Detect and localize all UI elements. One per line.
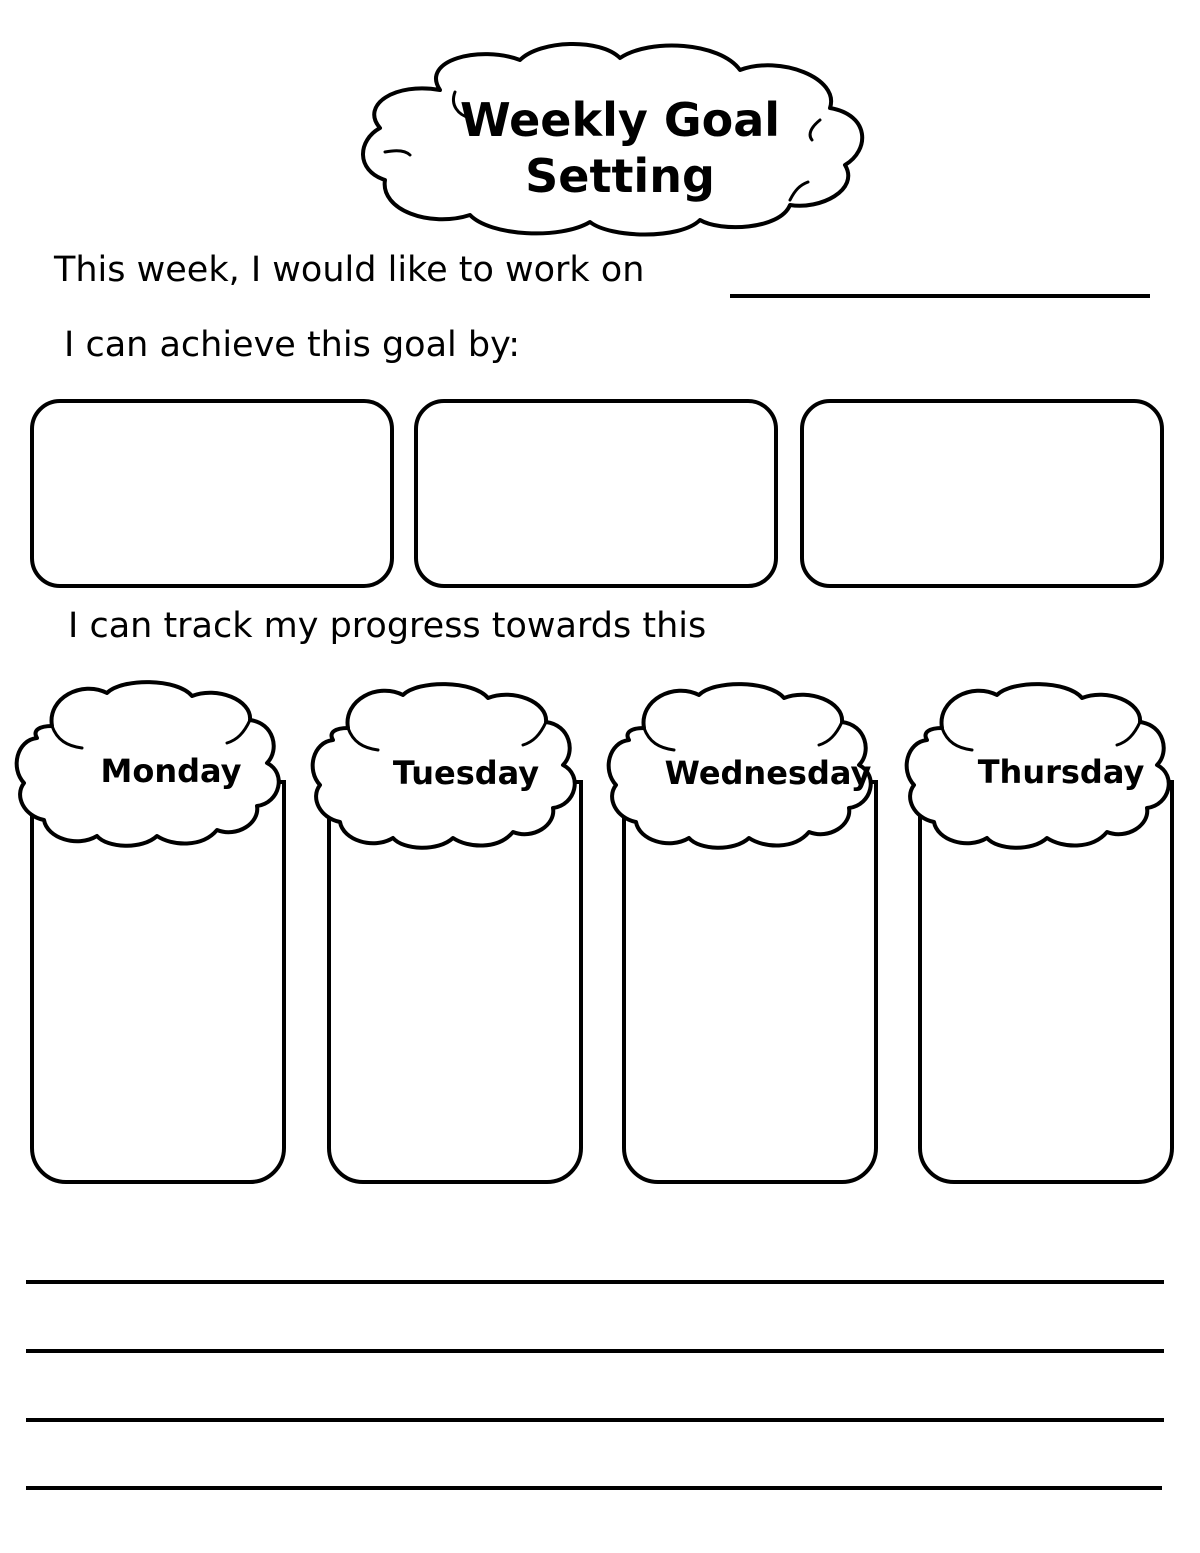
work-on-prompt: This week, I would like to work on bbox=[54, 250, 645, 290]
page-title: Weekly Goal Setting bbox=[459, 93, 781, 203]
achieve-prompt: I can achieve this goal by: bbox=[64, 325, 521, 365]
day-label-tuesday: Tuesday bbox=[392, 754, 540, 792]
writing-line-2[interactable] bbox=[26, 1349, 1164, 1353]
writing-line-3[interactable] bbox=[26, 1418, 1164, 1422]
track-prompt: I can track my progress towards this bbox=[68, 606, 707, 646]
day-label-monday: Monday bbox=[100, 752, 242, 790]
day-label-thursday: Thursday bbox=[977, 753, 1145, 791]
writing-line-1[interactable] bbox=[26, 1280, 1164, 1284]
day-label-wednesday: Wednesday bbox=[664, 754, 872, 792]
writing-line-4[interactable] bbox=[26, 1486, 1162, 1490]
